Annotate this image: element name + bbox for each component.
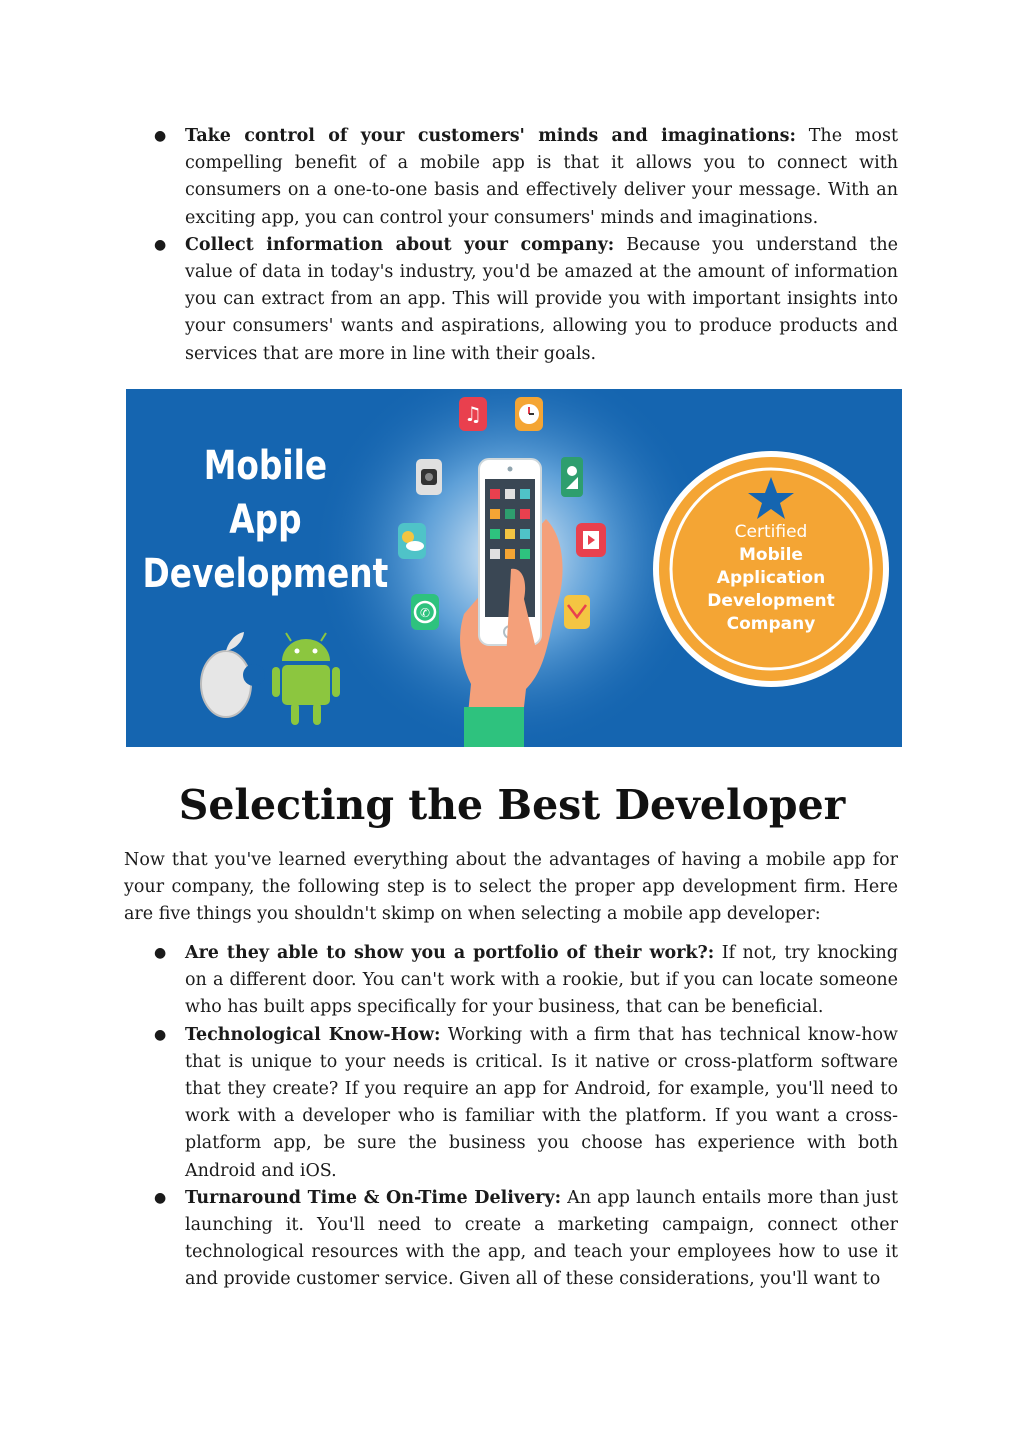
video-app-icon: [576, 523, 606, 557]
music-app-icon: [459, 397, 487, 431]
list-item: [154, 1185, 898, 1294]
camera-app-icon: [416, 459, 442, 495]
bullet-icon: ●: [154, 1189, 167, 1206]
bullet-icon: ●: [154, 945, 167, 961]
bullet-title: Collect information about your company:: [185, 234, 615, 255]
banner-title-line-2: App: [229, 495, 302, 543]
mail-app-icon: [564, 595, 590, 629]
list-item: [154, 1022, 899, 1185]
bullet-title: Technological Know-How:: [185, 1024, 441, 1045]
certified-badge: [653, 451, 889, 687]
bullet-text: If not, try knocking on a different door. You can't work with a rookie, but if you can locate someone who has built apps specifically for your business, that can be beneficial.: [185, 943, 898, 1018]
bullet-title: Turnaround Time & On-Time Delivery:: [185, 1187, 562, 1208]
banner-title-line-1: Mobile: [203, 441, 328, 489]
benefits-list: [154, 123, 898, 368]
badge-line-1: Certified: [734, 522, 808, 542]
list-item: [154, 232, 898, 368]
bullet-title: Are they able to show you a portfolio of their work?:: [185, 943, 715, 963]
badge-line-5: Company: [726, 614, 816, 634]
bullet-text: The most compelling benefit of a mobile app is that it allows you to connect with consumers on a one-to-one basis and effectively deliver your message. With an exciting app, you can control your consumers' minds and imaginations.: [185, 126, 898, 228]
svg-text:♫: ♫: [464, 402, 482, 426]
bullet-text: An app launch entails more than just launching it. You'll need to create a marketing campaign, connect other technological resources with the app, and teach your employees how to use it and provide customer service. Given all of these considerations, you'll want to: [185, 1187, 898, 1290]
bullet-title: Take control of your customers' minds and imaginations:: [185, 126, 796, 146]
list-item: [154, 940, 898, 1022]
list-item: [154, 123, 898, 232]
weather-app-icon: [398, 523, 426, 559]
bullet-icon: ●: [154, 1026, 167, 1043]
intro-paragraph: Now that you've learned everything about the advantages of having a mobile app for your company, the following step is to select the proper app development firm. Here are five things you shouldn't skimp on when selecting a mobile app developer:: [124, 850, 898, 925]
section-heading: Selecting the Best Developer: [178, 781, 846, 829]
sleeve: [464, 707, 524, 747]
mobile-app-development-banner: [126, 389, 902, 747]
bullet-icon: ●: [154, 128, 167, 144]
bullet-text: Working with a firm that has technical know-how that is unique to your needs is critical. Is it native or cross-platform software that they create? If you require an app for Android, for example, you'll need to work with a developer who is familiar with the platform. If you want a cross-platform app, be sure the business you choose has experience with both Android and iOS.: [185, 1024, 899, 1181]
banner-title-line-3: Development: [142, 549, 389, 597]
developer-criteria-list: [154, 940, 899, 1294]
badge-line-3: Application: [716, 568, 826, 588]
phone-call-app-icon: [411, 594, 439, 630]
map-app-icon: [561, 457, 583, 497]
bullet-icon: ●: [154, 236, 167, 253]
clock-app-icon: [515, 397, 543, 431]
badge-line-2: Mobile: [739, 545, 803, 565]
bullet-text: Because you understand the value of data in today's industry, you'd be amazed at the amount of information you can extract from an app. This will provide you with important insights into your consumers' wants and aspirations, allowing you to produce products and services that are more in line with their goals.: [185, 234, 898, 364]
badge-line-4: Development: [707, 591, 835, 611]
svg-text:✆: ✆: [419, 606, 431, 620]
